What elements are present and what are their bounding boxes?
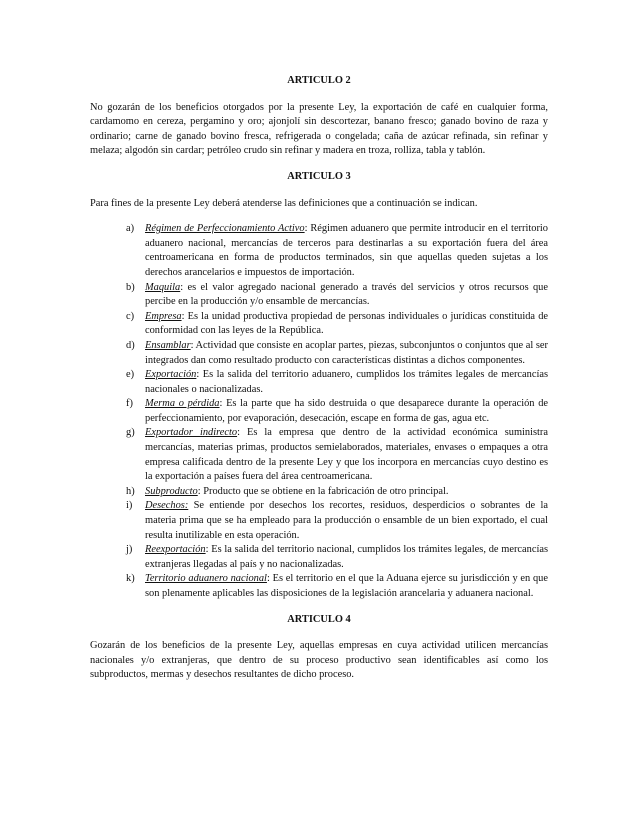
definition-letter: h) <box>126 485 135 497</box>
articulo-4-text: Gozarán de los beneficios de la presente Ley, aquellas empresas en cuya actividad utilicen mercancías nacionales y/o extranjeras, que dentro de su proceso productivo sean identificables así como los subproductos, mermas y desechos resultantes de dicho proceso. <box>90 640 548 681</box>
definition-term: Reexportación <box>145 544 206 556</box>
definition-text: : Es la empresa que dentro de la actividad económica suministra mercancías, materias primas, productos semielaborados, materiales, envases o empaques a otra empresa calificada dentro de la presente Ley y que los incorpora en mercancías cuyo destino es la exportación a países fuera del área centroamericana. <box>145 427 548 483</box>
definition-item <box>90 543 548 572</box>
definition-term: Merma o pérdida <box>145 398 220 410</box>
definition-term: Régimen de Perfeccionamiento Activo <box>145 223 305 235</box>
definition-term: Exportación <box>145 369 197 381</box>
definition-letter: b) <box>126 281 135 293</box>
definition-letter: i) <box>126 500 133 512</box>
definition-term: Subproducto <box>145 485 198 497</box>
definition-letter: e) <box>126 369 135 381</box>
articulo-2-heading: ARTICULO 2 <box>287 75 351 86</box>
definition-term: Maquila <box>145 281 181 293</box>
definition-term: Exportador indirecto <box>145 427 238 439</box>
definitions-list <box>90 222 548 601</box>
definition-text: : Es la salida del territorio nacional, cumplidos los trámites legales, de mercancías extranjeras llegadas al país y no nacionalizadas. <box>145 544 548 570</box>
definition-text: Se entiende por desechos los recortes, residuos, desperdicios o sobrantes de la materia prima que se ha empleado para la producción o ensamble de un bien exportado, el cual resulta inutilizable en esta operación. <box>145 500 548 541</box>
definition-item <box>90 426 548 484</box>
articulo-3-heading: ARTICULO 3 <box>287 170 351 182</box>
definition-item <box>90 397 548 426</box>
articulo-4-heading: ARTICULO 4 <box>287 613 351 625</box>
definition-letter: c) <box>126 310 135 322</box>
definition-text: : Es la parte que ha sido destruida o que desaparece durante la operación de perfeccionamiento, por evaporación, desecación, escape en forma de gas, agua etc. <box>145 398 548 424</box>
definition-letter: j) <box>126 544 133 556</box>
definition-item <box>90 485 548 500</box>
definition-item <box>90 281 548 310</box>
definition-letter: d) <box>126 339 135 351</box>
definition-letter: a) <box>126 223 135 235</box>
definition-item <box>90 572 548 601</box>
definition-letter: g) <box>126 427 135 439</box>
definition-term: Territorio aduanero nacional <box>145 573 267 585</box>
definition-term: Desechos: <box>145 500 189 512</box>
definition-text: : es el valor agregado nacional generado a través del servicios y otros recursos que percibe en la producción y/o ensamble de mercancías. <box>145 281 548 308</box>
definition-letter: f) <box>126 398 133 410</box>
definition-term: Empresa <box>145 310 182 322</box>
articulo-2-text: No gozarán de los beneficios otorgados por la presente Ley, la exportación de café en cualquier forma, cardamomo en cereza, pergamino y oro; ajonjolí sin descortezar, banano fresco; ganado bovino de raza y ordinario; carne de ganado bovino fresca, refrigerada o congelada; caña de azúcar refinada, sin refinar y melaza; algodón sin cardar; petróleo crudo sin refinar y madera en troza, rolliza, tabla y tablón. <box>90 101 548 157</box>
document-page <box>90 74 548 683</box>
definition-item <box>90 310 548 339</box>
definition-text: : Actividad que consiste en acoplar partes, piezas, subconjuntos o conjuntos que al ser integrados dan como resultado producto con características distintas a dichos componentes. <box>145 339 548 366</box>
definition-text: : Es la unidad productiva propiedad de personas individuales o jurídicas constituida de conformidad con las leyes de la República. <box>145 310 548 337</box>
definition-text: : Es la salida del territorio aduanero, cumplidos los trámites legales de mercancías nacionales o nacionalizadas. <box>145 369 548 395</box>
definition-item <box>90 222 548 280</box>
definition-letter: k) <box>126 573 135 585</box>
definition-text: : Es el territorio en el que la Aduana ejerce su jurisdicción y en que son plenamente aplicables las disposiciones de la legislación arancelaria y aduanera nacional. <box>145 573 548 599</box>
definition-term: Ensamblar <box>145 339 191 351</box>
definition-item <box>90 499 548 543</box>
definition-text: : Régimen aduanero que permite introducir en el territorio aduanero nacional, mercancías de terceros para destinarlas a su exportación fuera del área centroamericana en forma de productos terminados, sin que aquellas queden sujetas a los derechos arancelarios e impuestos de importación. <box>145 223 548 278</box>
definition-text: : Producto que se obtiene en la fabricación de otro principal. <box>197 485 449 497</box>
definition-item <box>90 368 548 397</box>
definition-item <box>90 339 548 368</box>
articulo-3-intro: Para fines de la presente Ley deberá atenderse las definiciones que a continuación se indican. <box>90 197 478 209</box>
